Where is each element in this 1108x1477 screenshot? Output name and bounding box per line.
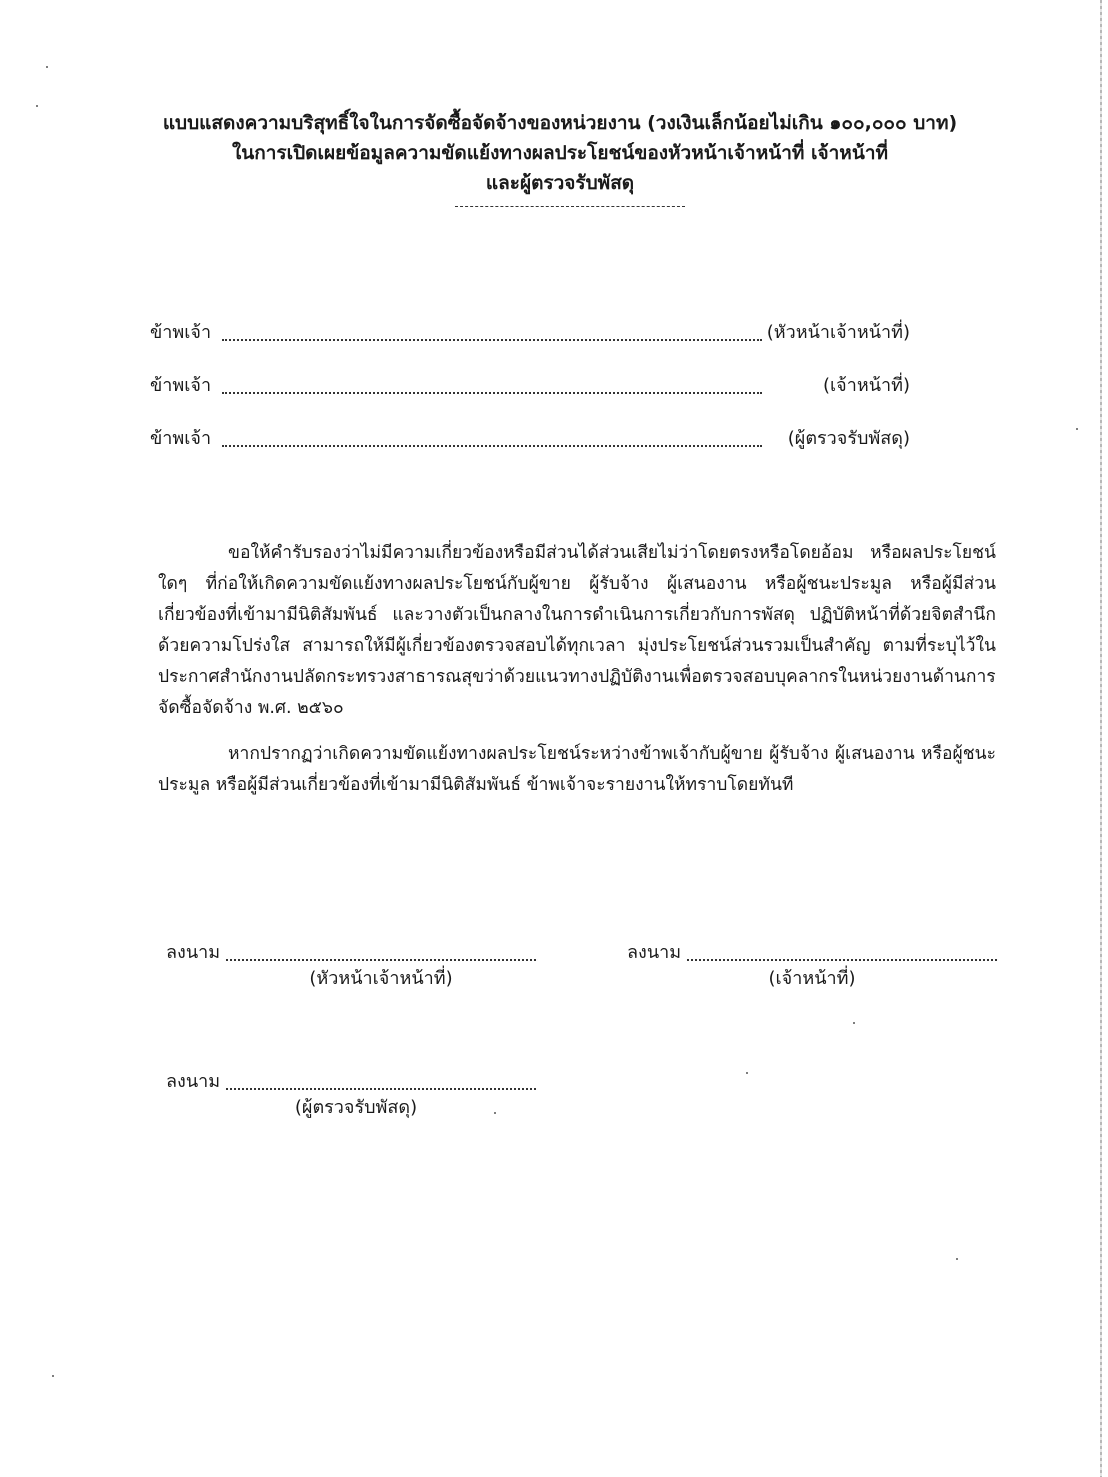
paragraph-text: หากปรากฏว่าเกิดความขัดแย้งทางผลประโยชน์ระหว่างข้าพเจ้ากับผู้ขาย ผู้รับจ้าง ผู้เสนองาน หรือผู้ชนะประมูล หรือผู้มีส่วนเกี่ยวข้องที่เข้ามามีนิติสัมพันธ์ ข้าพเจ้าจะรายงานให้ทราบโดยทันที <box>158 744 996 795</box>
signature-block-officer <box>627 938 1007 998</box>
declarant-row-officer <box>150 371 910 401</box>
title-line-3: และผู้ตรวจรับพัสดุ <box>485 172 635 194</box>
document-title <box>60 108 1060 198</box>
signature-line <box>687 959 997 961</box>
declarant-label: ข้าพเจ้า <box>150 375 212 396</box>
declarant-role: (ผู้ตรวจรับพัสดุ) <box>787 428 910 449</box>
signature-role: (เจ้าหน้าที่) <box>768 968 856 989</box>
paragraph-text: ขอให้คำรับรองว่าไม่มีความเกี่ยวข้องหรือมีส่วนได้ส่วนเสียไม่ว่าโดยตรงหรือโดยอ้อม หรือผลประโยชน์ใดๆ ที่ก่อให้เกิดความขัดแย้งทางผลประโยชน์กับผู้ขาย ผู้รับจ้าง ผู้เสนองาน หรือผู้ชนะประมูล หรือผู้มีส่วนเกี่ยวข้องที่เข้ามามีนิติสัมพันธ์ และวางตัวเป็นกลางในการดำเนินการเกี่ยวกับการพัสดุ ปฏิบัติหน้าที่ด้วยจิตสำนึก ด้วยความโปร่งใส สามารถให้มีผู้เกี่ยวข้องตรวจสอบได้ทุกเวลา มุ่งประโยชน์ส่วนรวมเป็นสำคัญ ตามที่ระบุไว้ในประกาศสำนักงานปลัดกระทรวงสาธารณสุขว่าด้วยแนวทางปฏิบัติงานเพื่อตรวจสอบบุคลากรในหน่วยงานด้านการจัดซื้อจัดจ้าง พ.ศ. ๒๕๖๐ <box>158 543 996 718</box>
signature-label: ลงนาม <box>166 942 221 963</box>
signature-line <box>226 1088 536 1090</box>
scan-edge <box>1100 0 1102 1477</box>
declarant-label: ข้าพเจ้า <box>150 322 212 343</box>
scan-speck <box>853 1022 855 1024</box>
declarant-label: ข้าพเจ้า <box>150 428 212 449</box>
signature-block-head-officer <box>166 938 546 998</box>
title-line-1: แบบแสดงความบริสุทธิ์ใจในการจัดซื้อจัดจ้างของหน่วยงาน (วงเงินเล็กน้อยไม่เกิน ๑๐๐,๐๐๐ บาท) <box>162 112 958 134</box>
signature-label: ลงนาม <box>627 942 682 963</box>
declarant-row-inspector <box>150 424 910 454</box>
declarant-row-head-officer <box>150 318 910 348</box>
declarant-role: (หัวหน้าเจ้าหน้าที่) <box>766 322 910 343</box>
signature-role: (ผู้ตรวจรับพัสดุ) <box>294 1097 418 1118</box>
scan-speck <box>52 1375 54 1377</box>
signature-line <box>226 959 536 961</box>
signature-block-inspector <box>166 1067 546 1127</box>
signature-label: ลงนาม <box>166 1071 221 1092</box>
title-divider <box>455 206 685 207</box>
signature-role: (หัวหน้าเจ้าหน้าที่) <box>309 968 453 989</box>
name-fill-line <box>222 339 762 341</box>
name-fill-line <box>222 445 762 447</box>
scan-speck <box>36 105 38 107</box>
disclosure-paragraph <box>158 739 996 801</box>
scan-speck <box>1076 428 1078 430</box>
name-fill-line <box>222 392 762 394</box>
scan-speck <box>956 1258 958 1260</box>
scan-speck <box>746 1072 748 1074</box>
scan-speck <box>46 66 48 68</box>
title-line-2: ในการเปิดเผยข้อมูลความขัดแย้งทางผลประโยชน์ของหัวหน้าเจ้าหน้าที่ เจ้าหน้าที่ <box>231 142 889 164</box>
declarant-role: (เจ้าหน้าที่) <box>823 375 910 396</box>
certification-paragraph <box>158 538 996 724</box>
